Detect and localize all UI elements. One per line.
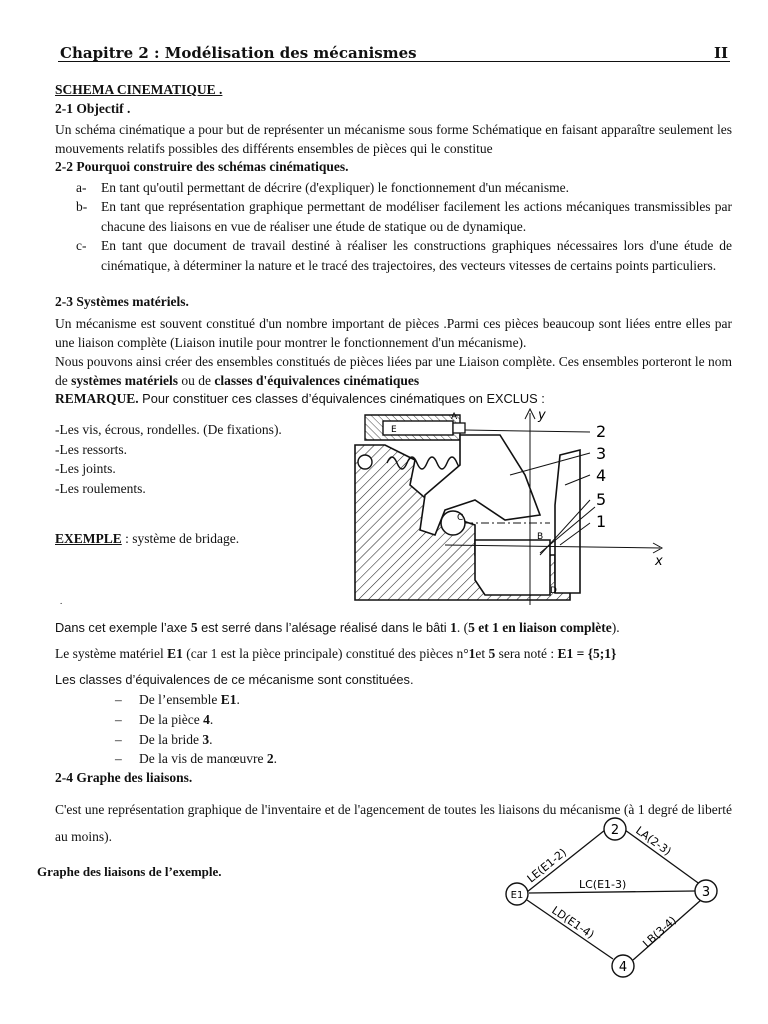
text-run: De la pièce (139, 712, 204, 727)
list-text: En tant que représentation graphique permettant de modéliser facilement les actions mécaniques transmissibles par chacune des liaisons en vue de réaliser une étude de statique ou de dynamique. (101, 199, 732, 234)
point-label: B (537, 532, 544, 542)
list-text: En tant que document de travail destiné à réaliser les constructions graphiques nécessaires lors d'une étude de cinématique, à déterminer la nature et le tracé des trajectoires, des vecteurs vitesses de certains points particuliers. (101, 238, 732, 273)
edge-label: LE(E1-2) (524, 845, 570, 886)
callout-label: 4 (596, 466, 607, 485)
dash-marker: – (115, 751, 122, 766)
bold-run: E1 = {5;1} (557, 646, 617, 661)
dash-marker: – (115, 712, 122, 727)
node-label: 4 (618, 960, 628, 975)
bold-run: 2 (266, 751, 274, 766)
term-systemes-materiels: systèmes matériels (71, 373, 178, 388)
text-run: et (475, 646, 489, 661)
text-run: sera noté : (495, 646, 558, 661)
callout-label: 3 (596, 444, 607, 463)
dash-marker: – (115, 732, 122, 747)
list-marker: b- (76, 199, 88, 214)
text-run: De l’ensemble (139, 692, 221, 707)
exclus-item: -Les vis, écrous, rondelles. (De fixations). (55, 422, 282, 437)
text-run: De la vis de manœuvre (139, 751, 267, 766)
section-title: SCHEMA CINEMATIQUE . (55, 82, 223, 97)
bold-run: 4 (203, 712, 210, 727)
text-run: . (273, 751, 277, 766)
example-label: EXEMPLE (55, 531, 122, 546)
systems-paragraph-1: Un mécanisme est souvent constitué d'un nombre important de pièces .Parmi ces pièces beaucoup sont liées entre elles par une liaison complète (Liaison inutile pour montrer le fonctionnement d'un mécanisme). (55, 316, 732, 350)
why-heading: 2-2 Pourquoi construire des schémas cinématiques. (55, 159, 349, 174)
bold-run: 5 (190, 620, 198, 635)
axis-label-x: x (655, 554, 663, 569)
dash-marker: – (115, 692, 122, 707)
exclus-item: -Les joints. (55, 461, 116, 476)
text-run: . ( (456, 620, 469, 635)
text-run: . (209, 712, 214, 727)
point-label: C (457, 513, 464, 523)
axis-label-y: y (538, 408, 546, 423)
mechanism-drawing (325, 405, 670, 615)
page-header (58, 44, 730, 64)
chapter-number: II (713, 44, 728, 62)
bold-run: 5 et 1 en liaison complète (468, 620, 612, 635)
text-run: . (209, 732, 213, 747)
text-run: Le système matériel (55, 646, 168, 661)
edge-label: LC(E1-3) (579, 878, 627, 891)
node-label: 3 (701, 885, 711, 900)
chapter-title: Chapitre 2 : Modélisation des mécanismes (60, 44, 417, 62)
systems-heading: 2-3 Systèmes matériels. (55, 294, 189, 309)
classes-intro: Les classes d’équivalences de ce mécanisme sont constituées. (55, 672, 414, 687)
edge-label: LA(2-3) (633, 823, 674, 859)
callout-label: 2 (596, 422, 607, 441)
node-label: E1 (510, 890, 524, 901)
bold-run: E1 (167, 646, 183, 661)
text-run: De la bride (139, 732, 203, 747)
text-run: Dans cet exemple l’axe (55, 620, 191, 635)
graph-caption: Graphe des liaisons de l’exemple. (37, 864, 222, 879)
header-rule (58, 61, 730, 62)
objective-paragraph: Un schéma cinématique a pour but de représenter un mécanisme sous forme Schématique en faisant apparaître seulement les mouvements relatifs possibles des différents ensembles de pièces qui le constitue (55, 122, 732, 156)
point-label: D (550, 586, 557, 596)
term-classes-equivalences: classes d'équivalences cinématiques (214, 373, 420, 388)
edge-label: LD(E1-4) (549, 903, 597, 942)
list-marker: a- (76, 180, 87, 195)
bold-run: 5 (488, 646, 496, 661)
callout-label: 5 (596, 490, 607, 509)
graph-paragraph: C'est une représentation graphique de l'inventaire et de l'agencement de toutes les liaisons du mécanisme (à 1 degré de liberté au moins). (55, 802, 732, 844)
text-run: ). (611, 620, 620, 635)
example-axis-line (55, 620, 620, 636)
system-e1-line (55, 646, 616, 662)
liaison-graph (495, 812, 735, 982)
text-run: . (236, 692, 240, 707)
example-line (55, 531, 239, 547)
list-marker: c- (76, 238, 87, 253)
bold-run: 1 (450, 620, 457, 635)
example-text: : système de bridage. (121, 531, 240, 546)
remark-text: Pour constituer ces classes d’équivalences cinématiques on EXCLUS : (138, 391, 545, 406)
systems-paragraph-2 (55, 352, 732, 390)
list-text: En tant qu'outil permettant de décrire (d'expliquer) le fonctionnement d'un mécanisme. (101, 180, 570, 195)
stray-dot: . (60, 596, 63, 606)
bold-run: 1 (468, 646, 476, 661)
remark-label: REMARQUE. (55, 391, 139, 406)
graph-heading: 2-4 Graphe des liaisons. (55, 770, 193, 785)
point-label: A (451, 412, 458, 422)
objective-heading: 2-1 Objectif . (55, 101, 131, 116)
edge-label: LB(3-4) (640, 913, 679, 951)
text-run: est serré dans l’alésage réalisé dans le bâti (197, 620, 451, 635)
bold-run: E1 (220, 692, 237, 707)
callout-label: 1 (596, 512, 607, 531)
exclus-item: -Les ressorts. (55, 442, 127, 457)
bold-run: 3 (202, 732, 210, 747)
node-label: 2 (610, 823, 620, 838)
text-run: ou de (177, 373, 215, 388)
text-run: Nous pouvons ainsi créer des ensembles constitués de pièces liées par une Liaison complète. Ces ensembles porteront le nom de (55, 354, 732, 388)
point-label: E (391, 425, 397, 435)
exclus-item: -Les roulements. (55, 481, 146, 496)
text-run: (car 1 est la pièce principale) constitué des pièces n° (182, 646, 469, 661)
